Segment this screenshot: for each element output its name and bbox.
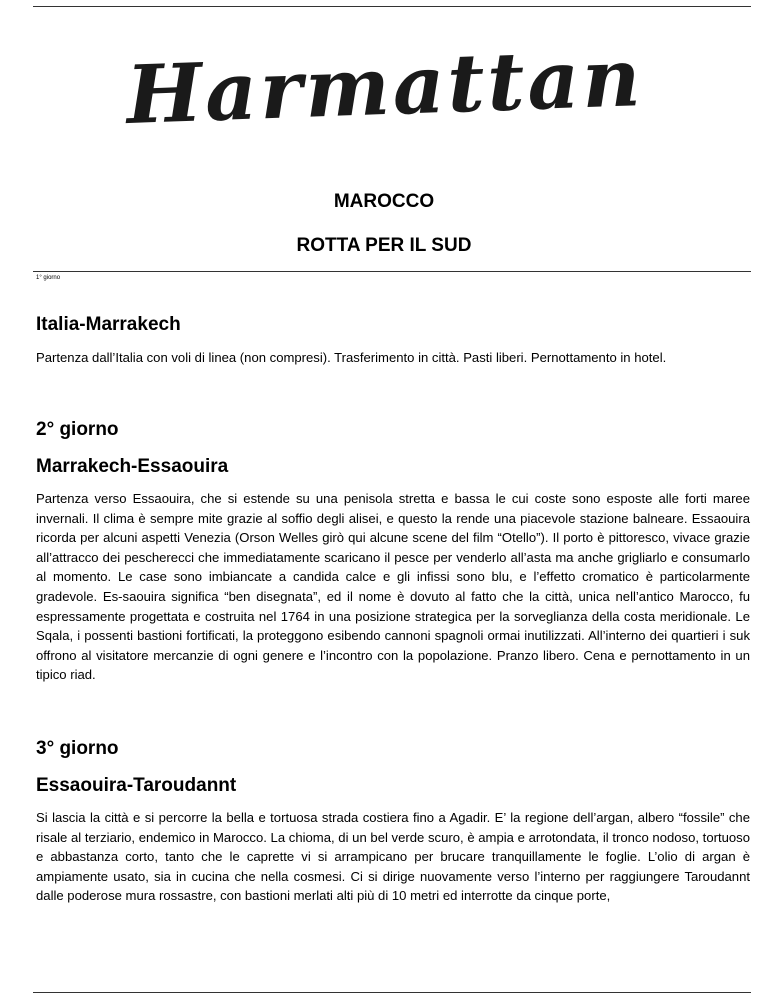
day2-route: Marrakech-Essaouira xyxy=(36,456,229,477)
bottom-rule xyxy=(33,992,751,993)
day2-text: Partenza verso Essaouira, che si estende su una penisola stretta e bassa le cui coste sono esposte alle forti maree invernali. Il clima è sempre mite grazie al soffio degli alisei, e questo la rende una piacevole stazione balneare. Essaouira ricorda per alcuni aspetti Venezia (Orson Welles girò qui alcune scene del film “Otello”). Il porto è pittoresco, vivace grazie all’attracco dei pescherecci che immediatamente scaricano il pesce per venderlo all’asta ma anche grigliarlo e consumarlo al momento. Le case sono imbiancate a candida calce e gli infissi sono blu, e l’effetto cromatico è particolarmente gradevole. Es-saouira significa “ben disegnata”, ed il nome è dovuto al fatto che la città, unica nell’antico Marocco, fu espressamente progettata e costruita nel 1764 in una posizione strategica per la sorveglianza della costa meridionale. Le Sqala, i possenti bastioni fortificati, la proteggono esibendo cannoni spagnoli ormai inutilizzati. All’interno dei quartieri i suk offrono al visitatore mercanzie di ogni genere e l’incontro con la popolazione. Pranzo libero. Cena e pernottamento in un tipico riad. xyxy=(36,491,750,683)
day1-label: 1° giorno xyxy=(36,275,61,281)
page-title: MAROCCO xyxy=(333,191,435,212)
day1-route: Italia-Marrakech xyxy=(36,314,181,335)
harmattan-logo xyxy=(124,30,645,142)
day3-label: 3° giorno xyxy=(36,738,119,759)
day2-label: 2° giorno xyxy=(36,419,119,440)
top-rule xyxy=(33,6,751,7)
day1-text: Partenza dall’Italia con voli di linea (non compresi). Trasferimento in città. Pasti liberi. Pernottamento in hotel. xyxy=(36,350,667,365)
day3-text: Si lascia la città e si percorre la bella e tortuosa strada costiera fino a Agadir. E’ la regione dell’argan, albero “fossile” che risale al terziario, endemico in Marocco. La chioma, di un bel verde scuro, è ampia e arrotondata, il tronco nodoso, tortuoso e abbastanza corto, tanto che le caprette vi si arrampicano per brucare tranquillamente le foglie. L’olio di argan è ampiamente usato, sia in cucina che nella cosmesi. Ci si dirige nuovamente verso l’interno per raggiungere Taroudannt dalle poderose mura rossastre, con bastioni merlati alti più di 10 metri ed interrotte da cinque porte, xyxy=(36,810,750,904)
svg-text:Harmattan: Harmattan xyxy=(124,30,645,142)
day3-route: Essaouira-Taroudannt xyxy=(36,775,237,796)
header-rule xyxy=(33,271,751,272)
page-subtitle: ROTTA PER IL SUD xyxy=(296,235,472,256)
